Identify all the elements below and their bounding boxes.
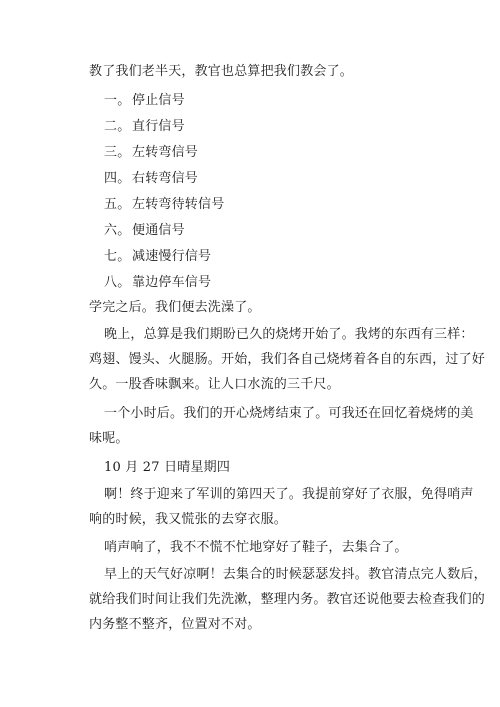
day4-line-1: 啊！终于迎来了军训的第四天了。我提前穿好了衣服，免得哨声	[104, 487, 474, 502]
signal-number: 四。	[104, 171, 131, 186]
signal-item-2	[104, 118, 185, 136]
intro-paragraph: 教了我们老半天，教官也总算把我们教会了。	[89, 64, 354, 79]
signal-label: 靠边停车信号	[132, 275, 212, 290]
evening-line-1: 晚上，总算是我们期盼已久的烧烤开始了。我烤的东西有三样：	[104, 327, 474, 342]
signal-label: 便通信号	[132, 223, 185, 238]
signal-label: 停止信号	[132, 93, 185, 108]
hour-later-line-1: 一个小时后。我们的开心烧烤结束了。可我还在回忆着烧烤的美	[104, 406, 474, 421]
signal-item-3	[104, 144, 198, 162]
morning-line-1: 早上的天气好凉啊！去集合的时候瑟瑟发抖。教官清点完人数后，	[104, 567, 487, 582]
signal-label: 左转弯待转信号	[132, 197, 225, 212]
morning-line-3: 内务整不整齐，位置对不对。	[89, 617, 261, 632]
signal-item-5	[104, 196, 224, 214]
signal-label: 左转弯信号	[132, 145, 199, 160]
evening-line-2: 鸡翅、馒头、火腿肠。开始，我们各自己烧烤着各自的东西，过了好	[89, 352, 486, 367]
signal-label: 减速慢行信号	[132, 249, 212, 264]
signal-number: 三。	[104, 145, 131, 160]
signal-label: 直行信号	[132, 119, 185, 134]
signal-item-4	[104, 170, 198, 188]
signal-item-7	[104, 248, 211, 266]
signal-item-6	[104, 222, 185, 240]
hour-later-line-2: 味呢。	[89, 431, 129, 446]
evening-line-3: 久。一股香味飘来。让人口水流的三千尺。	[89, 377, 340, 392]
signal-number: 二。	[104, 119, 131, 134]
signal-label: 右转弯信号	[132, 171, 199, 186]
signal-item-1	[104, 92, 185, 110]
signal-number: 八。	[104, 275, 131, 290]
signal-item-8	[104, 274, 211, 292]
morning-line-2: 就给我们时间让我们先洗漱，整理内务。教官还说他要去检查我们的	[89, 592, 486, 607]
date-heading: 10 月 27 日晴星期四	[104, 460, 231, 475]
day4-line-2: 响的时候，我又慌张的去穿衣服。	[89, 512, 288, 527]
after-study-paragraph: 学完之后。我们便去洗澡了。	[89, 300, 261, 315]
whistle-paragraph: 哨声响了，我不不慌不忙地穿好了鞋子，去集合了。	[104, 540, 408, 555]
signal-number: 七。	[104, 249, 131, 264]
signal-number: 六。	[104, 223, 131, 238]
signal-number: 一。	[104, 93, 131, 108]
signal-number: 五。	[104, 197, 131, 212]
